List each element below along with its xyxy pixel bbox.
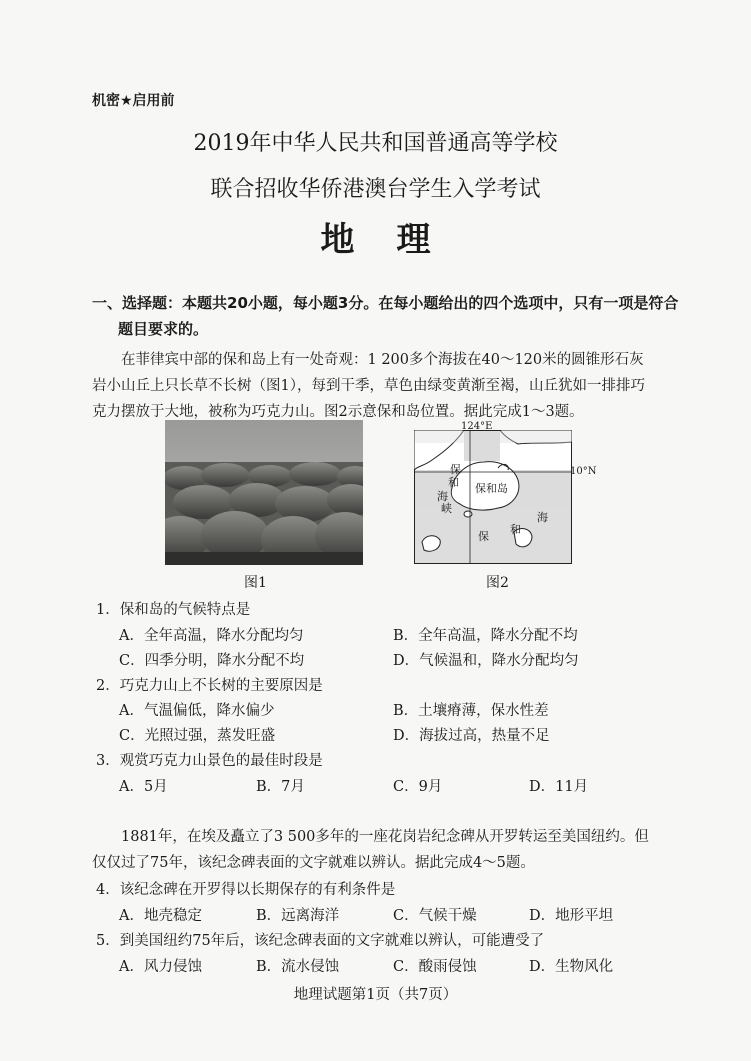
figure-1-caption: 图1 (244, 575, 267, 591)
subject-title: 地理 (320, 220, 473, 260)
passage-1-line: 克力摆放于大地，被称为巧克力山。图2示意保和岛位置。据此完成1～3题。 (92, 404, 584, 420)
section-line-2: 题目要求的。 (118, 320, 209, 338)
passage-2 (92, 824, 649, 876)
question-3-stem: 3．观赏巧克力山景色的最佳时段是 (96, 753, 323, 769)
question-5-option-c[interactable]: C．酸雨侵蚀 (393, 959, 477, 975)
question-4-stem: 4．该纪念碑在开罗得以长期保存的有利条件是 (96, 882, 396, 898)
question-3-option-d[interactable]: D．11月 (529, 779, 589, 795)
question-5-option-b[interactable]: B．流水侵蚀 (256, 959, 340, 975)
question-3-option-c[interactable]: C．9月 (393, 779, 443, 795)
map-island-label: 保和岛 (475, 482, 508, 495)
passage-1-line: 岩小山丘上只长草不长树（图1），每到干季，草色由绿变黄渐至褐，山丘犹如一排排巧 (92, 378, 645, 394)
map-latitude-label: 10°N (570, 466, 597, 477)
map-longitude-label: 124°E (461, 421, 493, 432)
question-4-option-c[interactable]: C．气候干燥 (393, 908, 477, 924)
map-sea-label: 保 (478, 530, 489, 543)
chocolate-hills-photo (165, 420, 363, 565)
question-1-stem: 1．保和岛的气候特点是 (96, 602, 251, 618)
passage-2-line: 1881年，在埃及矗立了3 500多年的一座花岗岩纪念碑从开罗转运至美国纽约。但 (121, 829, 649, 845)
passage-2-line: 仅仅过了75年，该纪念碑表面的文字就难以辨认。据此完成4～5题。 (92, 855, 535, 871)
question-5-option-a[interactable]: A．风力侵蚀 (119, 959, 202, 975)
question-4-option-d[interactable]: D．地形平坦 (529, 908, 614, 924)
question-2-option-b[interactable]: B．土壤瘠薄，保水性差 (393, 703, 549, 719)
question-5-option-d[interactable]: D．生物风化 (529, 959, 614, 975)
map-sea-label: 和 (510, 523, 521, 536)
figure-2-caption: 图2 (486, 575, 509, 591)
map-sea-label: 峡 (441, 502, 452, 515)
map-sea-label: 海 (437, 490, 448, 503)
section-line-1: 一、选择题：本题共20小题，每小题3分。在每小题给出的四个选项中，只有一项是符合 (92, 294, 679, 312)
passage-1-line: 在菲律宾中部的保和岛上有一处奇观：1 200多个海拔在40～120米的圆锥形石灰 (121, 352, 644, 368)
section-instructions (92, 290, 678, 342)
question-2-option-a[interactable]: A．气温偏低，降水偏少 (119, 703, 275, 719)
map-sea-label: 和 (448, 476, 459, 489)
map-sea-label: 海 (537, 511, 548, 524)
question-4-option-b[interactable]: B．远离海洋 (256, 908, 340, 924)
question-1-option-a[interactable]: A．全年高温，降水分配均匀 (119, 628, 304, 644)
question-1-option-c[interactable]: C．四季分明，降水分配不均 (119, 653, 305, 669)
question-2-stem: 2．巧克力山上不长树的主要原因是 (96, 678, 323, 694)
exam-title-line1: 2019年中华人民共和国普通高等学校 (193, 131, 558, 156)
page-footer: 地理试题第1页（共7页） (293, 987, 458, 1003)
question-1-option-d[interactable]: D．气候温和，降水分配均匀 (393, 653, 579, 669)
confidential-label: 机密★启用前 (92, 93, 175, 109)
map-sea-label: 保 (450, 463, 461, 476)
passage-1 (92, 347, 645, 425)
question-1-option-b[interactable]: B．全年高温，降水分配不均 (393, 628, 578, 644)
question-2-option-c[interactable]: C．光照过强，蒸发旺盛 (119, 728, 276, 744)
question-4-option-a[interactable]: A．地壳稳定 (119, 908, 202, 924)
question-2-option-d[interactable]: D．海拔过高，热量不足 (393, 728, 550, 744)
question-3-option-b[interactable]: B．7月 (256, 779, 305, 795)
question-5-stem: 5．到美国纽约75年后，该纪念碑表面的文字就难以辨认，可能遭受了 (96, 933, 545, 949)
question-3-option-a[interactable]: A．5月 (119, 779, 168, 795)
exam-title-line2: 联合招收华侨港澳台学生入学考试 (210, 177, 541, 202)
